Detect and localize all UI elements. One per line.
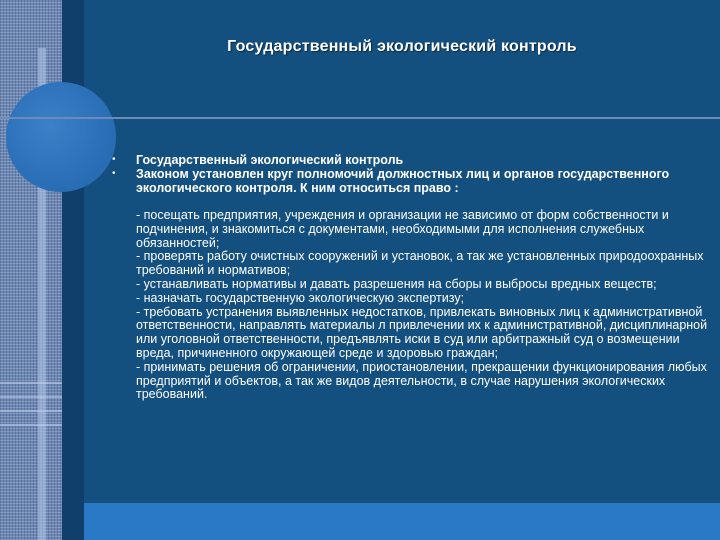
slide-title: Государственный экологический контроль <box>227 38 577 55</box>
bullet-text: Государственный экологический контроль <box>136 153 404 167</box>
decorative-left-strip <box>0 0 62 540</box>
decorative-tick <box>0 424 62 426</box>
bullet-item <box>112 153 704 167</box>
bullet-item <box>112 167 704 195</box>
bullet-marker: • <box>112 154 116 165</box>
decorative-circle <box>6 82 116 192</box>
decorative-bottom-bar <box>84 503 720 540</box>
decorative-tick <box>0 382 62 384</box>
powers-list-text: - посещать предприятия, учреждения и организации не зависимо от форм собственности и подчинения, и знакомиться с документами, необходимыми для исполнения служебных обязанностей; - проверять работу очистных сооружений и установок, а так же установленных природоохранных требований и нормативов; - устанавливать нормативы и давать разрешения на сборы и выбросы вредных веществ; - назначать государственную экологическую экспертизу; - требовать устранения выявленных недостатков, привлекать виновных лиц к административной ответственности, направлять материалы л привлечении их к административной, дисциплинарной или уголовной ответственности, предъявлять иски в суд или арбитражный суд о возмещении вреда, причиненного окружающей среде и здоровью граждан; - принимать решения об ограничении, приостановлении, прекращении функционирования любых предприятий и объектов, а так же видов деятельности, в случае нарушения экологических требований. <box>136 208 708 402</box>
decorative-divider-line <box>0 117 720 119</box>
decorative-tick <box>0 410 62 412</box>
decorative-tick <box>0 396 62 398</box>
decorative-dark-band <box>62 0 84 540</box>
bullet-marker: • <box>112 168 116 179</box>
bullet-text: Законом установлен круг полномочий должностных лиц и органов государственного экологического контроля. К ним относиться право : <box>136 167 670 195</box>
slide-content <box>112 153 708 402</box>
